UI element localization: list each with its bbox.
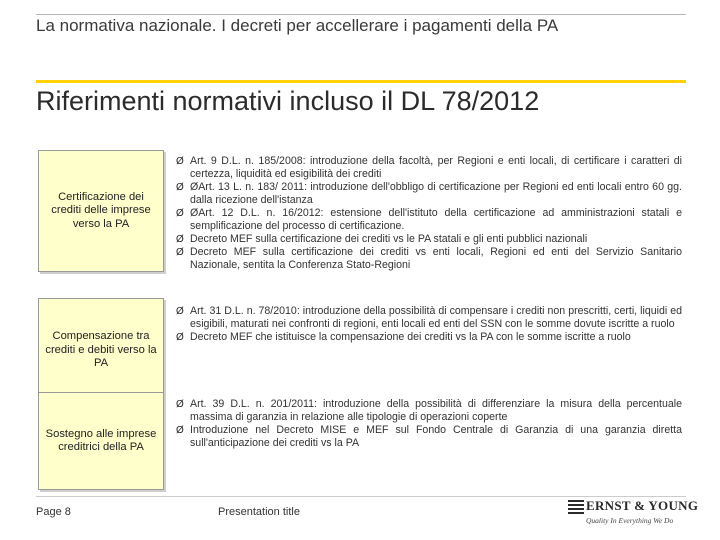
category-box-sostegno <box>38 392 164 490</box>
list-item <box>176 331 682 344</box>
list-item-text: Art. 9 D.L. n. 185/2008: introduzione della facoltà, per Regioni e enti locali, di certificare i caratteri di certezza, liquidità ed esigibilità dei crediti <box>190 155 682 180</box>
list-item-text: ØArt. 12 D.L. n. 16/2012: estensione dell'istituto della certificazione ad amministrazioni statali e semplificazione del processo di certificazione. <box>190 207 682 232</box>
list-item-text: Decreto MEF sulla certificazione dei crediti vs le PA statali e gli enti pubblici nazionali <box>190 233 588 245</box>
arrow-bullet-icon: Ø <box>176 234 184 245</box>
ernst-young-logo <box>568 497 699 529</box>
list-item <box>176 424 682 450</box>
arrow-bullet-icon: Ø <box>176 332 184 343</box>
bullet-list-compensazione <box>176 305 682 344</box>
category-box-certificazione <box>38 150 164 272</box>
list-item-text: Introduzione nel Decreto MISE e MEF sul Fondo Centrale di Garanzia di una garanzia diretta sull'anticipazione dei crediti vs la PA <box>190 424 682 449</box>
list-item-text: Decreto MEF sulla certificazione dei crediti vs enti locali, Regioni ed enti del Servizio Sanitario Nazionale, sentita la Conferenza Stato-Regioni <box>190 246 682 271</box>
list-item-text: Art. 31 D.L. n. 78/2010: introduzione della possibilità di compensare i crediti non prescritti, certi, liquidi ed esigibili, maturati nei confronti di regioni, enti locali ed enti del SSN con le somme dovute iscritte a ruolo <box>190 305 682 330</box>
arrow-bullet-icon: Ø <box>176 247 184 258</box>
section-title: Riferimenti normativi incluso il DL 78/2012 <box>36 86 540 116</box>
arrow-bullet-icon: Ø <box>176 156 184 167</box>
category-label: Sostegno alle imprese creditrici della PA <box>45 427 157 453</box>
arrow-bullet-icon: Ø <box>176 208 184 219</box>
list-item-text: ØArt. 13 L. n. 183/ 2011: introduzione dell'obbligo di certificazione per Regioni ed enti locali entro 60 gg. dalla ricezione dell'istanza <box>190 181 682 206</box>
header-top-rule <box>36 14 686 15</box>
page-number: Page 8 <box>36 506 71 518</box>
list-item <box>176 207 682 233</box>
category-label: Certificazione dei crediti delle imprese verso la PA <box>51 190 151 230</box>
logo-tagline: Quality In Everything We Do <box>586 516 674 525</box>
category-label: Compensazione tra crediti e debiti verso la PA <box>45 330 157 370</box>
list-item <box>176 233 682 246</box>
list-item <box>176 181 682 207</box>
bullet-list-certificazione <box>176 155 682 272</box>
list-item-text: Decreto MEF che istituisce la compensazione dei crediti vs la PA con le somme iscritte a ruolo <box>190 331 631 343</box>
arrow-bullet-icon: Ø <box>176 399 184 410</box>
arrow-bullet-icon: Ø <box>176 182 184 193</box>
list-item <box>176 398 682 424</box>
category-box-compensazione <box>38 298 164 403</box>
list-item-text: Art. 39 D.L. n. 201/2011: introduzione della possibilità di differenziare la misura della percentuale massima di garanzia in relazione alle tipologie di operazioni coperte <box>190 398 682 423</box>
bullet-list-sostegno <box>176 398 682 450</box>
list-item <box>176 246 682 272</box>
logo-wordmark: ERNST & YOUNG <box>586 498 699 513</box>
header-title: La normativa nazionale. I decreti per accellerare i pagamenti della PA <box>36 16 559 35</box>
list-item <box>176 155 682 181</box>
ey-logo-icon <box>568 500 584 514</box>
presentation-title: Presentation title <box>218 506 300 518</box>
arrow-bullet-icon: Ø <box>176 425 184 436</box>
arrow-bullet-icon: Ø <box>176 306 184 317</box>
list-item <box>176 305 682 331</box>
accent-rule <box>36 80 686 83</box>
